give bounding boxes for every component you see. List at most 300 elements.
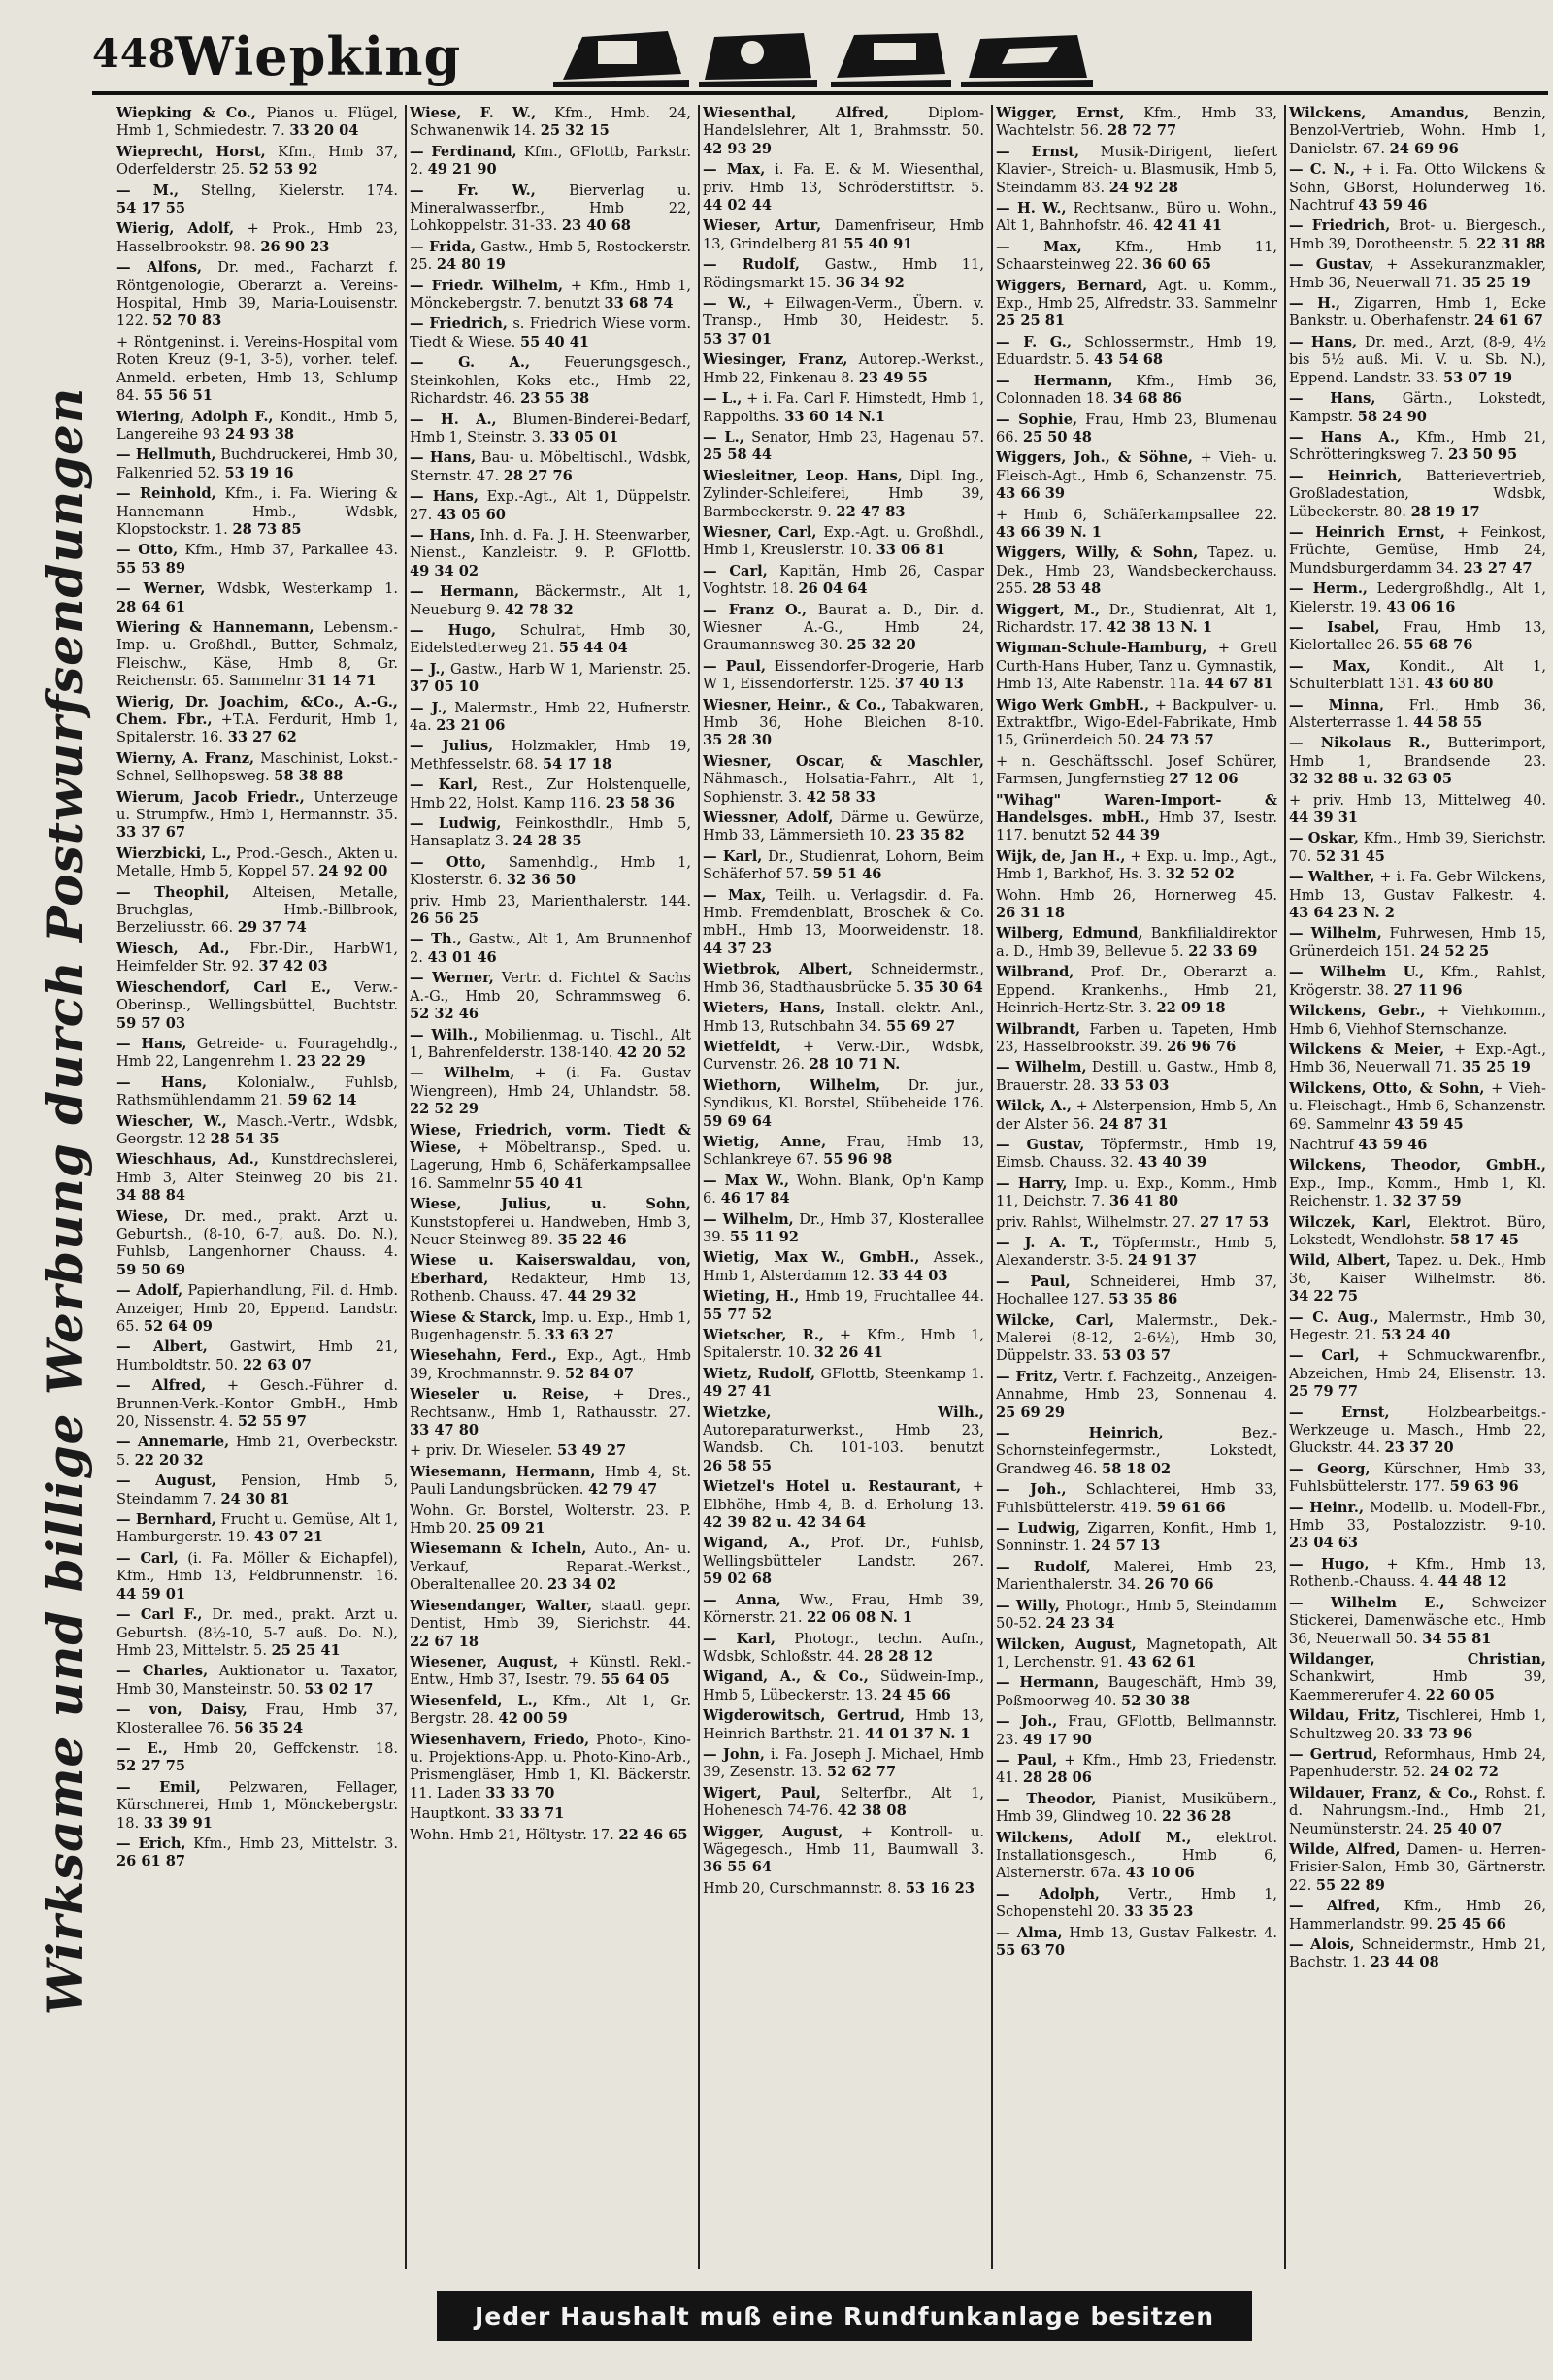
entry-detail: Nähmasch., Holsatia-Fahrr., Alt 1, Sophienstr. 3. — [703, 771, 984, 806]
entry-phone: 22 67 18 — [410, 1633, 479, 1650]
entry-phone: 58 18 02 — [1102, 1460, 1172, 1477]
entry-detail: Destill. u. Gastw., Hmb 8, Brauerstr. 28. — [996, 1059, 1277, 1094]
directory-entry — [410, 583, 693, 619]
entry-phone: 28 27 76 — [503, 467, 573, 484]
directory-entry — [410, 315, 693, 351]
entry-phone: 25 79 77 — [1289, 1383, 1359, 1401]
entry-name: Wiessner, Adolf, — [703, 810, 834, 827]
entry-name: — L., — [703, 390, 743, 408]
page-header — [92, 21, 1529, 99]
directory-entry — [1289, 295, 1548, 331]
entry-phone: 25 58 44 — [703, 446, 773, 464]
entry-detail: Kfm., Rahlst, Krögerstr. 38. — [1289, 964, 1546, 999]
directory-entry — [703, 1039, 986, 1074]
entry-name: — Friedrich, — [410, 315, 508, 333]
entry-name: Wiesendanger, Walter, — [410, 1597, 593, 1614]
entry-phone: 42 58 33 — [806, 788, 876, 806]
directory-entry — [996, 1520, 1279, 1556]
entry-name: — C. Aug., — [1289, 1308, 1379, 1326]
entry-name: Wilbrand, — [996, 964, 1074, 981]
entry-detail: Frau, Hmb 37, Klosterallee 76. — [116, 1702, 399, 1736]
entry-phone: 34 55 81 — [1422, 1630, 1492, 1647]
entry-phone: 55 68 76 — [1404, 637, 1473, 654]
directory-entry — [1289, 1405, 1548, 1458]
entry-detail: Prod.-Gesch., Akten u. Metalle, Hmb 5, Koppel 57. — [116, 844, 398, 880]
entry-detail: Hmb 20, Geffckenstr. 18. — [167, 1739, 398, 1757]
directory-entry — [116, 750, 400, 786]
directory-entry — [116, 220, 400, 256]
directory-entry — [703, 524, 986, 560]
footer-text: Jeder Haushalt muß eine Rundfunkanlage besitzen — [474, 2301, 1215, 2330]
directory-entry — [996, 697, 1279, 750]
entry-name: — Wilh., — [410, 1026, 479, 1043]
entry-detail: Getreide- u. Fouragehdlg., Hmb 22, Langenrehm 1. — [116, 1035, 399, 1071]
directory-entry — [703, 1824, 986, 1877]
entry-phone: 55 40 41 — [514, 1174, 584, 1192]
directory-entry — [996, 1791, 1279, 1827]
entry-name: — Carl F., — [116, 1606, 203, 1624]
entry-name: — Heinrich Ernst, — [1289, 523, 1445, 541]
entry-name: Wilberg, Edmund, — [996, 925, 1143, 942]
entry-phone: 55 53 89 — [116, 559, 186, 577]
entry-phone: 59 69 64 — [703, 1112, 773, 1130]
directory-entry — [1289, 1707, 1548, 1743]
directory-entry — [1289, 1157, 1548, 1210]
column-divider — [1284, 105, 1286, 2269]
entry-detail: + Dres., Rechtsanw., Hmb 1, Rathausstr. 27. — [410, 1386, 691, 1421]
entry-detail: Kfm., Hmb 37, Parkallee 43. — [178, 542, 398, 559]
entry-detail: Baurat a. D., Dir. d. Wiesner A.-G., Hmb 24, Graumannsweg 30. — [703, 601, 985, 654]
directory-entry — [116, 1151, 400, 1205]
directory-entry — [410, 278, 693, 314]
entry-detail: Gastw., Hmb 11, Rödingsmarkt 15. — [703, 256, 984, 291]
directory-entry — [703, 1478, 986, 1532]
entry-phone: 24 23 34 — [1045, 1615, 1115, 1633]
entry-phone: 42 20 52 — [616, 1043, 687, 1061]
entry-name: — Alma, — [996, 1924, 1063, 1941]
directory-entry — [116, 1208, 400, 1280]
entry-name: Wietig, Anne, — [703, 1133, 827, 1150]
entry-name: — Anna, — [703, 1591, 781, 1608]
entry-name: Wierny, A. Franz, — [116, 749, 255, 767]
entry-detail: Brot- u. Biergesch., Hmb 39, Dorotheenstr. 5. — [1289, 217, 1546, 252]
entry-detail: + i. Fa. Otto Wilckens & Sohn, GBorst, Holunderweg 16. Nachtruf — [1289, 161, 1546, 215]
directory-entry — [703, 1211, 986, 1247]
entry-detail: Holzbearbeitgs.-Werkzeuge u. Masch., Hmb 22, Gluckstr. 44. — [1289, 1404, 1546, 1457]
entry-name: Wiering, Adolph F., — [116, 408, 274, 425]
directory-entry — [996, 1674, 1279, 1710]
directory-entry — [703, 468, 986, 521]
entry-name: — Max, — [996, 238, 1082, 255]
entry-name: — Wilhelm, — [410, 1065, 515, 1082]
entry-detail: + Kontroll- u. Wägegesch., Hmb 11, Baumwall 3. — [703, 1823, 984, 1858]
directory-entry — [1289, 256, 1548, 292]
entry-detail: Install. elektr. Anl., Hmb 13, Rutschbahn 34. — [703, 1000, 984, 1035]
directory-entry — [116, 105, 400, 141]
entry-name: Wild, Albert, — [1289, 1252, 1391, 1270]
entry-name: Wildauer, Franz, & Co., — [1289, 1784, 1479, 1802]
entry-detail: Zigarren, Hmb 1, Ecke Bankstr. u. Oberhafenstr. — [1289, 295, 1547, 330]
entry-detail: Inh. d. Fa. J. H. Steenwarber, Nienst., Kanzleistr. 9. P. GFlottb. — [410, 526, 691, 562]
entry-phone: 42 39 82 u. 42 34 64 — [703, 1514, 867, 1532]
directory-entry — [703, 1707, 986, 1743]
entry-detail: Schlachterei, Hmb 33, Fuhlsbüttelerstr. 419. — [996, 1481, 1277, 1516]
entry-name: — G. A., — [410, 354, 531, 372]
entry-phone: 24 61 67 — [1473, 313, 1543, 330]
entry-detail: Hmb 19, Fruchtallee 44. — [799, 1288, 984, 1306]
entry-name: Wildau, Fritz, — [1289, 1707, 1401, 1725]
entry-phone: 33 33 70 — [485, 1784, 555, 1802]
entry-detail: + Gesch.-Führer d. Brunnen-Verk.-Kontor GmbH., Hmb 20, Nissenstr. 4. — [116, 1377, 398, 1431]
directory-entry — [1289, 1137, 1548, 1154]
entry-detail: Elektrot. Büro, Lokstedt, Wendlohstr. — [1289, 1213, 1546, 1248]
directory-entry — [996, 848, 1279, 884]
directory-entry — [410, 738, 693, 774]
entry-phone: 25 32 20 — [846, 637, 916, 654]
entry-detail: Imp. u. Exp., Hmb 1, Bugenhagenstr. 5. — [410, 1308, 691, 1343]
directory-entry — [116, 1377, 400, 1431]
entry-detail: Hmb 4, St. Pauli Landungsbrücken. — [410, 1463, 691, 1499]
directory-entry — [410, 815, 693, 851]
entry-phone: 33 37 67 — [116, 824, 186, 842]
directory-entry — [996, 602, 1279, 638]
entry-name: Wierum, Jacob Friedr., — [116, 788, 305, 806]
entry-phone: 53 24 40 — [1381, 1327, 1451, 1343]
entry-phone: 25 32 15 — [540, 122, 610, 140]
entry-name: — Karl, — [703, 1630, 776, 1647]
entry-name: — Ernst, — [996, 143, 1080, 160]
entry-detail: Bau- u. Möbeltischl., Wdsbk, Sternstr. 47. — [410, 449, 691, 484]
entry-name: Wiese, — [116, 1207, 169, 1225]
entry-name: — Erich, — [116, 1835, 186, 1852]
entry-name: — Wilhelm U., — [1289, 964, 1425, 981]
entry-detail: + Kfm., Hmb 13, Rothenb.-Chauss. 4. — [1289, 1555, 1547, 1591]
entry-phone: 43 40 39 — [1138, 1154, 1207, 1172]
entry-detail: Imp. u. Exp., Komm., Hmb 11, Deichstr. 7. — [996, 1174, 1277, 1210]
entry-name: — L., — [703, 428, 744, 446]
entry-name: — Ludwig, — [410, 815, 502, 833]
entry-phone: 22 20 32 — [134, 1451, 204, 1469]
entry-phone: 25 25 41 — [271, 1641, 341, 1659]
entry-name: — Paul, — [996, 1273, 1071, 1290]
entry-detail: Schankwirt, Hmb 39, Kaemmererufer 4. — [1289, 1669, 1546, 1703]
entry-phone: 52 70 83 — [152, 313, 222, 330]
directory-entry — [410, 661, 693, 697]
entry-detail: Kfm., Alt 1, Gr. Bergstr. 28. — [410, 1692, 692, 1728]
entry-phone: 25 50 48 — [1022, 428, 1092, 446]
entry-name: — Ludwig, — [996, 1520, 1081, 1537]
entry-detail: Photo-, Kino- u. Projektions-App. u. Photo-Kino-Arb., Prismengläser, Hmb 1, Kl. Bäckerstr. 11. Laden — [410, 1731, 691, 1802]
directory-entry — [703, 1366, 986, 1402]
directory-entry — [116, 446, 400, 482]
entry-detail: Verw.-Oberinsp., Wellingsbüttel, Buchtstr. — [116, 978, 398, 1014]
entry-name: Wiggers, Joh., & Söhne, — [996, 449, 1193, 467]
entry-name: Wieters, Hans, — [703, 1000, 826, 1017]
directory-entry — [116, 1663, 400, 1699]
directory-entry — [116, 1472, 400, 1508]
directory-entry — [996, 1021, 1279, 1057]
entry-name: Wiggert, M., — [996, 601, 1101, 618]
directory-entry — [116, 1511, 400, 1547]
directory-entry — [996, 1312, 1279, 1366]
directory-entry — [996, 964, 1279, 1017]
directory-entry — [116, 884, 400, 938]
page-number: 448 — [92, 31, 177, 77]
directory-entry — [703, 848, 986, 884]
entry-detail: Frau, GFlottb, Bellmannstr. 23. — [996, 1713, 1277, 1748]
entry-detail: + Alsterpension, Hmb 5, An der Alster 56. — [996, 1098, 1277, 1133]
entry-name: Wiesenhavern, Friedo, — [410, 1731, 590, 1748]
directory-entry — [996, 1713, 1279, 1749]
entry-name: — J., — [410, 699, 447, 716]
column-divider — [405, 105, 407, 2269]
entry-detail: Lebensm.-Imp. u. Großhdl., Butter, Schmalz, Fleischw., Käse, Hmb 8, Gr. Reichenstr. 65. Sammelnr — [116, 618, 399, 690]
entry-phone: 22 09 18 — [1156, 1000, 1226, 1017]
entry-phone: 24 28 35 — [512, 833, 582, 850]
entry-phone: 55 64 05 — [600, 1671, 670, 1689]
entry-phone: 52 55 97 — [237, 1413, 307, 1431]
directory-entry — [410, 931, 693, 967]
entry-phone: 26 61 87 — [116, 1853, 186, 1870]
directory-entry — [703, 351, 986, 387]
entry-detail: Kondit., Hmb 5, Langereihe 93 — [116, 408, 398, 443]
directory-column-3 — [703, 105, 986, 2269]
entry-phone: 49 27 41 — [703, 1383, 773, 1401]
directory-entry — [116, 941, 400, 976]
entry-phone: 44 29 32 — [567, 1288, 637, 1306]
directory-entry — [1289, 1556, 1548, 1592]
entry-detail: Buchdruckerei, Hmb 30, Falkenried 52. — [116, 446, 398, 481]
entry-phone: 26 58 55 — [703, 1457, 773, 1474]
entry-detail: Unterzeuge u. Strumpfw., Hmb 1, Hermannstr. 35. — [116, 788, 398, 824]
entry-detail: Tischlerei, Hmb 1, Schultzweg 20. — [1289, 1707, 1546, 1742]
directory-entry — [410, 1065, 693, 1118]
directory-entry — [1289, 735, 1548, 788]
entry-phone: 55 77 52 — [703, 1306, 773, 1323]
side-slogan — [12, 386, 118, 2016]
entry-detail: Baugeschäft, Hmb 39, Poßmoorweg 40. — [996, 1674, 1277, 1709]
entry-name: Wigert, Paul, — [703, 1784, 821, 1802]
entry-detail: + Hmb 6, Schäferkampsallee 22. — [996, 506, 1277, 523]
entry-phone: 43 59 45 — [1394, 1115, 1464, 1133]
entry-detail: Därme u. Gewürze, Hmb 33, Lämmersieth 10. — [703, 810, 985, 844]
entry-detail: Wdsbk, Westerkamp 1. — [205, 580, 398, 598]
entry-name: — Carl, — [703, 562, 768, 579]
entry-name: Wiese & Starck, — [410, 1308, 537, 1326]
entry-phone: 43 01 46 — [427, 948, 497, 966]
entry-phone: 59 51 46 — [812, 866, 882, 883]
entry-phone: 59 62 14 — [287, 1092, 357, 1109]
entry-phone: 23 22 29 — [296, 1053, 366, 1071]
entry-detail: + i. Fa. Carl F. Himstedt, Hmb 1, Rappolths. — [703, 390, 984, 425]
entry-phone: 42 00 59 — [498, 1710, 568, 1728]
directory-entry — [996, 1559, 1279, 1595]
entry-name: — Gertrud, — [1289, 1745, 1378, 1763]
entry-name: Wietbrok, Albert, — [703, 961, 853, 978]
directory-entry — [410, 1122, 693, 1194]
entry-phone: 55 69 27 — [886, 1017, 956, 1035]
entry-detail: Kfm., Hmb 39, Sierichstr. 70. — [1289, 830, 1546, 865]
entry-phone: 33 47 80 — [410, 1422, 479, 1439]
entry-name: Wieschendorf, Carl E., — [116, 978, 332, 996]
entry-detail: Vertr. d. Fichtel & Sachs A.-G., Hmb 20, Schrammsweg 6. — [410, 970, 691, 1005]
entry-phone: 23 58 36 — [605, 794, 675, 811]
entry-phone: 25 40 07 — [1433, 1820, 1503, 1837]
advert-box-3 — [831, 33, 951, 87]
directory-entry — [1289, 161, 1548, 215]
entry-name: Wiesner, Carl, — [703, 523, 817, 541]
entry-phone: 28 72 77 — [1107, 122, 1177, 140]
directory-entry — [703, 256, 986, 292]
entry-phone: 59 61 66 — [1156, 1499, 1226, 1516]
directory-entry — [410, 854, 693, 890]
entry-phone: 33 73 96 — [1404, 1725, 1473, 1742]
entry-phone: 23 04 63 — [1289, 1535, 1359, 1552]
entry-detail: Gastw., Alt 1, Am Brunnenhof 2. — [410, 931, 691, 966]
entry-phone: 22 36 28 — [1162, 1808, 1232, 1826]
entry-detail: Malermstr., Hmb 30, Hegestr. 21. — [1289, 1308, 1546, 1343]
entry-phone: 42 41 41 — [1152, 217, 1223, 235]
entry-detail: Farben u. Tapeten, Hmb 23, Hasselbrookstr. 39. — [996, 1020, 1277, 1055]
entry-detail: + Röntgeninst. i. Vereins-Hospital vom Roten Kreuz (9-1, 3-5), vorher. telef. Anmeld. erbeten, Hmb 13, Schlump 84. — [116, 333, 398, 405]
directory-entry — [703, 1000, 986, 1036]
entry-name: — Hans, — [1289, 333, 1358, 350]
entry-detail: Masch.-Vertr., Wdsbk, Georgstr. 12 — [116, 1112, 398, 1147]
entry-detail: Kfm., Hmb 33, Wachtelstr. 56. — [996, 105, 1278, 140]
directory-entry — [410, 1252, 693, 1306]
directory-entry — [996, 1925, 1279, 1961]
entry-detail: Gastw., Hmb 5, Rostockerstr. 25. — [410, 238, 691, 274]
directory-entry — [996, 412, 1279, 447]
entry-name: Wieseler u. Reise, — [410, 1386, 590, 1404]
directory-entry — [703, 1631, 986, 1667]
directory-entry — [703, 429, 986, 465]
directory-entry — [996, 373, 1279, 409]
directory-entry — [116, 1113, 400, 1149]
entry-phone: 31 14 71 — [307, 673, 377, 690]
entry-phone: 24 73 57 — [1144, 732, 1214, 749]
entry-phone: 52 44 39 — [1090, 827, 1161, 844]
entry-phone: 55 11 92 — [729, 1228, 799, 1245]
entry-detail: Autorep.-Werkst., Hmb 22, Finkenau 8. — [703, 351, 984, 386]
entry-phone: 24 69 96 — [1389, 140, 1459, 157]
entry-phone: 23 44 08 — [1370, 1954, 1439, 1971]
directory-entry — [1289, 1936, 1548, 1972]
entry-name: — F. G., — [996, 333, 1072, 350]
entry-phone: 35 30 64 — [913, 978, 983, 996]
directory-entry — [410, 1540, 693, 1594]
directory-entry — [703, 810, 986, 845]
directory-entry — [410, 1732, 693, 1803]
entry-name: — Isabel, — [1289, 618, 1380, 636]
entry-name: Wieschhaus, Ad., — [116, 1151, 259, 1169]
entry-detail: Hmb 37, Isestr. 117. benutzt — [996, 810, 1277, 844]
entry-name: — Alfons, — [116, 259, 203, 277]
entry-detail: Reformhaus, Hmb 24, Papenhuderstr. 52. — [1289, 1745, 1547, 1781]
entry-phone: 28 64 61 — [116, 598, 186, 615]
entry-phone: 26 90 23 — [260, 238, 330, 255]
entry-name: — Hermann, — [996, 372, 1113, 389]
directory-entry — [996, 792, 1279, 845]
entry-phone: 26 70 66 — [1144, 1576, 1214, 1594]
entry-name: — Fr. W., — [410, 182, 536, 199]
entry-phone: 37 05 10 — [410, 678, 479, 696]
entry-detail: Modellb. u. Modell-Fbr., Hmb 33, Postalozzistr. 9-10. — [1289, 1499, 1546, 1535]
directory-entry — [410, 1196, 693, 1249]
entry-detail: Kunstdrechslerei, Hmb 3, Alter Steinweg 20 bis 21. — [116, 1151, 398, 1186]
entry-phone: 22 63 07 — [242, 1356, 312, 1373]
entry-name: Wiesinger, Franz, — [703, 351, 848, 369]
entry-detail: Schneidermstr., Hmb 36, Stadthausbrücke 5. — [703, 961, 984, 996]
entry-detail: Gastwirt, Hmb 21, Humboldtstr. 50. — [116, 1339, 398, 1373]
entry-detail: Schneidermstr., Hmb 21, Bachstr. 1. — [1289, 1936, 1546, 1971]
directory-entry — [996, 1137, 1279, 1173]
entry-name: — Charles, — [116, 1663, 209, 1680]
entry-detail: Exp.-Agt. u. Großhdl., Hmb 1, Kreuslerstr. 10. — [703, 523, 984, 559]
entry-detail: + Kfm., Hmb 23, Friedenstr. 41. — [996, 1751, 1278, 1787]
entry-detail: Stellng, Kielerstr. 174. — [179, 182, 398, 199]
directory-entry — [996, 200, 1279, 236]
entry-phone: 53 03 57 — [1101, 1347, 1172, 1365]
entry-phone: 44 67 81 — [1204, 676, 1273, 693]
directory-entry — [996, 105, 1279, 141]
entry-phone: 52 84 07 — [565, 1365, 635, 1382]
entry-detail: i. Fa. E. & M. Wiesenthal, priv. Hmb 13, Schröderstiftstr. 5. — [703, 161, 984, 196]
entry-name: Wigger, August, — [703, 1823, 843, 1840]
directory-entry — [996, 1235, 1279, 1271]
entry-detail: GFlottb, Steenkamp 1. — [815, 1365, 984, 1382]
entry-phone: 28 53 48 — [1032, 580, 1102, 598]
entry-detail: Kfm., GFlottb, Parkstr. 2. — [410, 143, 691, 179]
entry-phone: 33 20 04 — [289, 122, 359, 140]
entry-detail: Kapitän, Hmb 26, Caspar Voghtstr. 18. — [703, 562, 984, 598]
entry-name: — Hermann, — [996, 1674, 1100, 1692]
entry-detail: Hmb 13, Heinrich Barthstr. 21. — [703, 1707, 984, 1742]
entry-detail: Alteisen, Metalle, Bruchglas, Hmb.-Billbrook, Berzeliusstr. 66. — [116, 883, 398, 937]
directory-entry — [410, 1805, 693, 1823]
directory-entry — [996, 545, 1279, 598]
entry-detail: Photogr., Hmb 5, Steindamm 50-52. — [996, 1597, 1277, 1633]
entry-name: Wigo Werk GmbH., — [996, 696, 1150, 713]
entry-detail: Maschinist, Lokst.-Schnel, Sellhopsweg. — [116, 749, 398, 785]
entry-phone: 58 24 90 — [1357, 408, 1427, 425]
entry-name: Wiering & Hannemann, — [116, 618, 314, 636]
entry-detail: Exp., Imp., Komm., Hmb 1, Kl. Reichenstr. 1. — [1289, 1174, 1546, 1210]
entry-phone: 33 35 23 — [1124, 1903, 1194, 1921]
directory-entry — [116, 1835, 400, 1871]
entry-phone: 32 36 50 — [506, 872, 576, 889]
entry-phone: 52 53 92 — [248, 161, 318, 179]
entry-name: — Willy, — [996, 1597, 1060, 1614]
directory-entry — [703, 295, 986, 348]
header-rule — [92, 91, 1548, 95]
entry-phone: 22 46 65 — [618, 1826, 688, 1843]
entry-phone: 33 27 62 — [227, 729, 297, 746]
entry-name: — Hans, — [116, 1035, 187, 1052]
entry-name: Wietzke, Wilh., — [703, 1404, 984, 1421]
entry-phone: 53 49 27 — [557, 1442, 627, 1460]
entry-name: — Ernst, — [1289, 1404, 1390, 1421]
entry-detail: Papierhandlung, Fil. d. Hmb. Anzeiger, Hmb 20, Eppend. Landstr. 65. — [116, 1282, 398, 1335]
entry-detail: +T.A. Ferdurit, Hmb 1, Spitalerstr. 16. — [116, 711, 398, 746]
entry-detail: + Gretl Curth-Hans Huber, Tanz u. Gymnastik, Hmb 13, Alte Rabenstr. 11a. — [996, 640, 1277, 693]
entry-detail: Frl., Hmb 36, Alsterterrasse 1. — [1289, 696, 1546, 731]
entry-phone: 26 31 18 — [996, 905, 1066, 922]
directory-entry — [410, 1309, 693, 1345]
entry-detail: + Viehkomm., Hmb 6, Viehhof Sternschanze. — [1289, 1003, 1546, 1038]
directory-columns — [116, 105, 1548, 2279]
entry-detail: i. Fa. Joseph J. Michael, Hmb 39, Zesenstr. 13. — [703, 1745, 984, 1781]
